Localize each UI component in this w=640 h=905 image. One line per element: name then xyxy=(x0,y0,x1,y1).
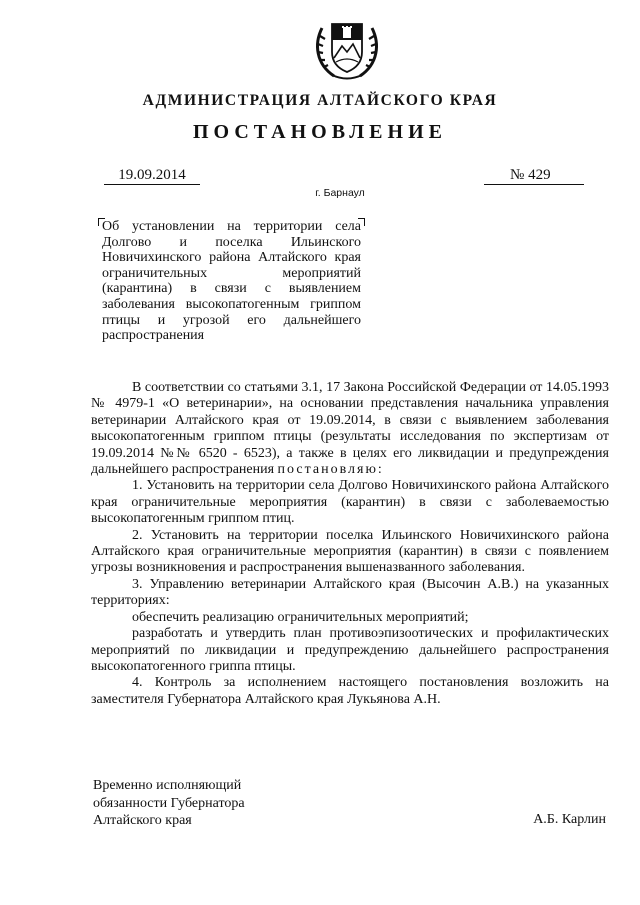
clause-3-subitem-b: разработать и утвердить план противоэпизоотических и профилактических мероприятий по ликвидации и предупреждению дальнейшего распространения высокопатогенного гриппа птицы. xyxy=(91,626,609,674)
document-type-title: ПОСТАНОВЛЕНИЕ xyxy=(193,121,447,143)
organization-name: АДМИНИСТРАЦИЯ АЛТАЙСКОГО КРАЯ xyxy=(142,92,498,109)
signatory-position-line: Временно исполняющий xyxy=(93,778,242,793)
document-date: 19.09.2014 xyxy=(104,166,200,185)
document-subject xyxy=(102,219,361,344)
clause-3: 3. Управлению ветеринарии Алтайского края (Высочин А.В.) на указанных территориях: xyxy=(91,576,609,609)
number-sign: № xyxy=(510,167,525,183)
clause-1: 1. Установить на территории села Долгово Новичихинского района Алтайского края ограничительные мероприятия (карантин) в связи с заболеваемостью высокопатогенным гриппом птиц. xyxy=(91,478,609,527)
signatory-position-line: Алтайского края xyxy=(93,813,192,828)
signatory-position xyxy=(93,777,245,830)
subject-text: Об установлении на территории села Долгово и поселка Ильинского Новичихинского района Алтайского края ограничительных мероприятий (карантина) в связи с выявлением заболевания высокопатогенным гриппом птицы и угрозой его дальнейшего распространения xyxy=(102,219,361,344)
resolves-word: постановляю: xyxy=(277,462,384,478)
number-value: 429 xyxy=(528,167,551,183)
clause-4: 4. Контроль за исполнением настоящего постановления возложить на заместителя Губернатора Алтайского края Лукьянова А.Н. xyxy=(91,675,609,707)
clause-2: 2. Установить на территории поселка Ильинского Новичихинского района Алтайского края ограничительные мероприятия (карантин) в связи с появлением угрозы возникновения и распространения вышеназванного заболевания. xyxy=(91,527,609,576)
coat-of-arms-emblem xyxy=(312,14,382,82)
clause-3-subitem-a: обеспечить реализацию ограничительных мероприятий; xyxy=(132,609,469,625)
document-body xyxy=(91,380,609,708)
signatory-name: А.Б. Карлин xyxy=(533,812,606,827)
city-name: г. Барнаул xyxy=(315,187,365,199)
preamble-text: В соответствии со статьями 3.1, 17 Закона Российской Федерации от 14.05.1993 № 4979-1 «О ветеринарии», на основании представления начальника управления ветеринарии Алтайского края от 19.09.2014, в связи с выявлением заболевания высокопатогенным гриппом птицы (результаты исследования по экспертизам от 19.09.2014 №№ 6520 - 6523), а также в целях его ликвидации и предупреждения дальнейшего распространения xyxy=(91,380,609,478)
document-number xyxy=(484,166,584,185)
signatory-position-line: обязанности Губернатора xyxy=(93,795,245,811)
preamble-paragraph xyxy=(91,380,609,478)
